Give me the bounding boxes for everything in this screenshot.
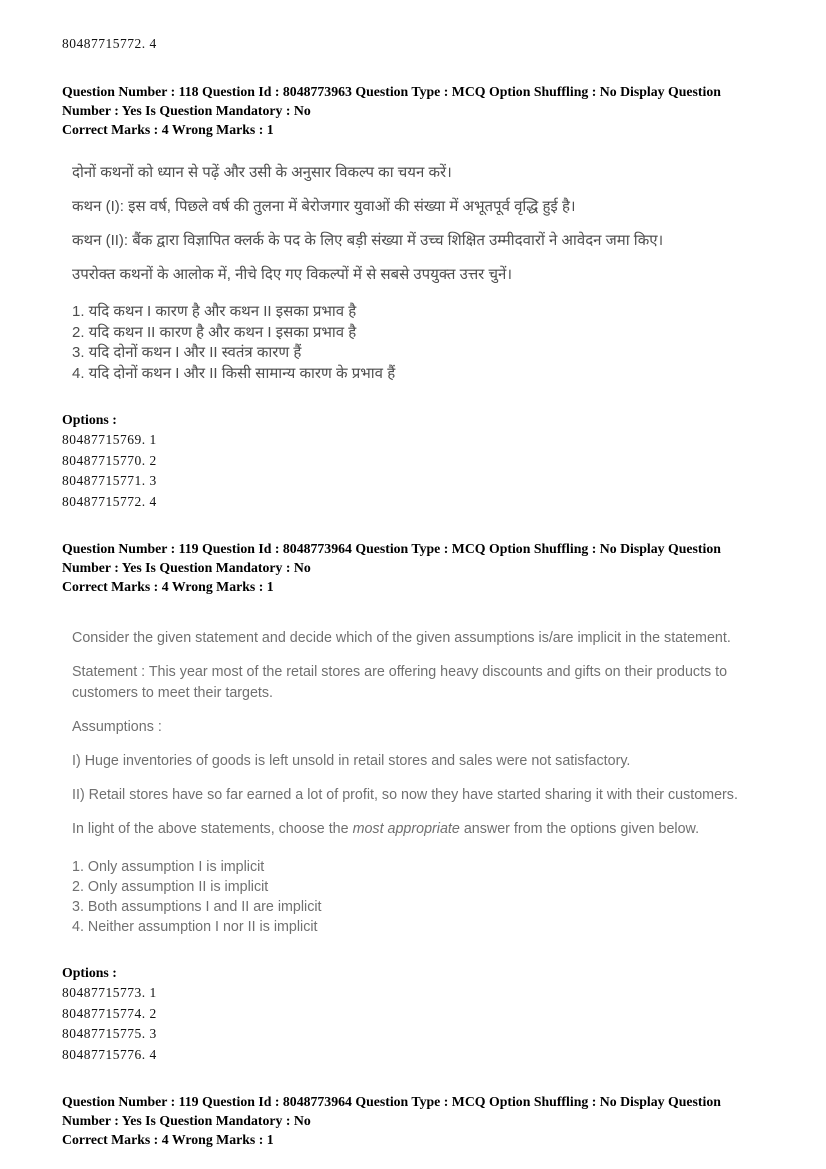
question-118-instruction: दोनों कथनों को ध्यान से पढ़ें और उसी के अनुसार विकल्प का चयन करें। — [72, 164, 452, 181]
option-id: 80487715771. 3 — [62, 473, 157, 488]
question-119-options-label: Options : — [62, 965, 117, 980]
closing-prefix: In light of the above statements, choose the — [72, 821, 353, 837]
question-118-option-ids — [62, 430, 768, 512]
closing-italic: most appropriate — [352, 821, 460, 837]
question-118-marks: Correct Marks : 4 Wrong Marks : 1 — [62, 122, 274, 137]
choice-2: 2. यदि कथन II कारण है और कथन I इसका प्रभाव है — [72, 323, 357, 341]
option-id: 80487715775. 3 — [62, 1026, 157, 1041]
choice-2: 2. Only assumption II is implicit — [72, 879, 269, 895]
question-119-choices — [72, 857, 778, 937]
choice-1: 1. यदि कथन I कारण है और कथन II इसका प्रभाव है — [72, 303, 357, 320]
question-119-assumptions-label: Assumptions : — [72, 719, 162, 735]
question-119-body — [62, 628, 778, 937]
question-119-meta: Question Number : 119 Question Id : 8048773964 Question Type : MCQ Option Shuffling : No Display Question Number : Yes Is Question Mandatory : No — [62, 541, 721, 575]
question-119 — [62, 539, 768, 1065]
closing-suffix: answer from the options given below. — [459, 821, 700, 837]
option-id: 80487715770. 2 — [62, 452, 157, 468]
option-id: 80487715769. 1 — [62, 432, 157, 447]
question-118-meta: Question Number : 118 Question Id : 8048773963 Question Type : MCQ Option Shuffling : No Display Question Number : Yes Is Question Mandatory : No — [62, 84, 721, 118]
question-119-assumption-1: I) Huge inventories of goods is left unsold in retail stores and sales were not satisfactory. — [72, 753, 631, 769]
question-118 — [62, 82, 768, 512]
choice-1: 1. Only assumption I is implicit — [72, 859, 265, 875]
question-119-option-ids — [62, 983, 768, 1065]
question-118-choices — [72, 302, 768, 384]
option-id: 80487715773. 1 — [62, 985, 157, 1000]
question-118-options-label: Options : — [62, 412, 117, 427]
question-119-statement: Statement : This year most of the retail stores are offering heavy discounts and gifts on their products to customers to meet their targets. — [72, 664, 728, 701]
choice-3: 3. Both assumptions I and II are implicit — [72, 899, 322, 915]
question-118-statement-1: कथन (I): इस वर्ष, पिछले वर्ष की तुलना में बेरोजगार युवाओं की संख्या में अभूतपूर्व वृद्धि हुई है। — [72, 198, 576, 215]
question-118-statement-2: कथन (II): बैंक द्वारा विज्ञापित क्लर्क के पद के लिए बड़ी संख्या में उच्च शिक्षित उम्मीदवारों ने आवेदन जमा किए। — [72, 232, 664, 249]
question-119-closing — [72, 819, 778, 840]
question-119-repeat-marks: Correct Marks : 4 Wrong Marks : 1 — [62, 1132, 274, 1147]
previous-question-option-id: 80487715772. 4 — [62, 36, 157, 51]
question-118-closing: उपरोक्त कथनों के आलोक में, नीचे दिए गए विकल्पों में से सबसे उपयुक्त उत्तर चुनें। — [72, 266, 513, 283]
choice-4: 4. Neither assumption I nor II is implicit — [72, 919, 318, 935]
question-119-assumption-2: II) Retail stores have so far earned a lot of profit, so now they have started sharing it with their customers. — [72, 787, 738, 803]
question-119-marks: Correct Marks : 4 Wrong Marks : 1 — [62, 579, 274, 594]
option-id: 80487715774. 2 — [62, 1005, 157, 1021]
question-119-intro: Consider the given statement and decide which of the given assumptions is/are implicit in the statement. — [72, 630, 731, 646]
option-id: 80487715776. 4 — [62, 1046, 157, 1062]
question-119-repeat-meta: Question Number : 119 Question Id : 8048773964 Question Type : MCQ Option Shuffling : No Display Question Number : Yes Is Question Mandatory : No — [62, 1094, 721, 1128]
option-id: 80487715772. 4 — [62, 493, 157, 509]
question-119-repeat-header — [62, 1092, 768, 1149]
choice-3: 3. यदि दोनों कथन I और II स्वतंत्र कारण हैं — [72, 344, 302, 361]
question-118-body — [62, 163, 768, 384]
choice-4: 4. यदि दोनों कथन I और II किसी सामान्य कारण के प्रभाव हैं — [72, 364, 396, 382]
